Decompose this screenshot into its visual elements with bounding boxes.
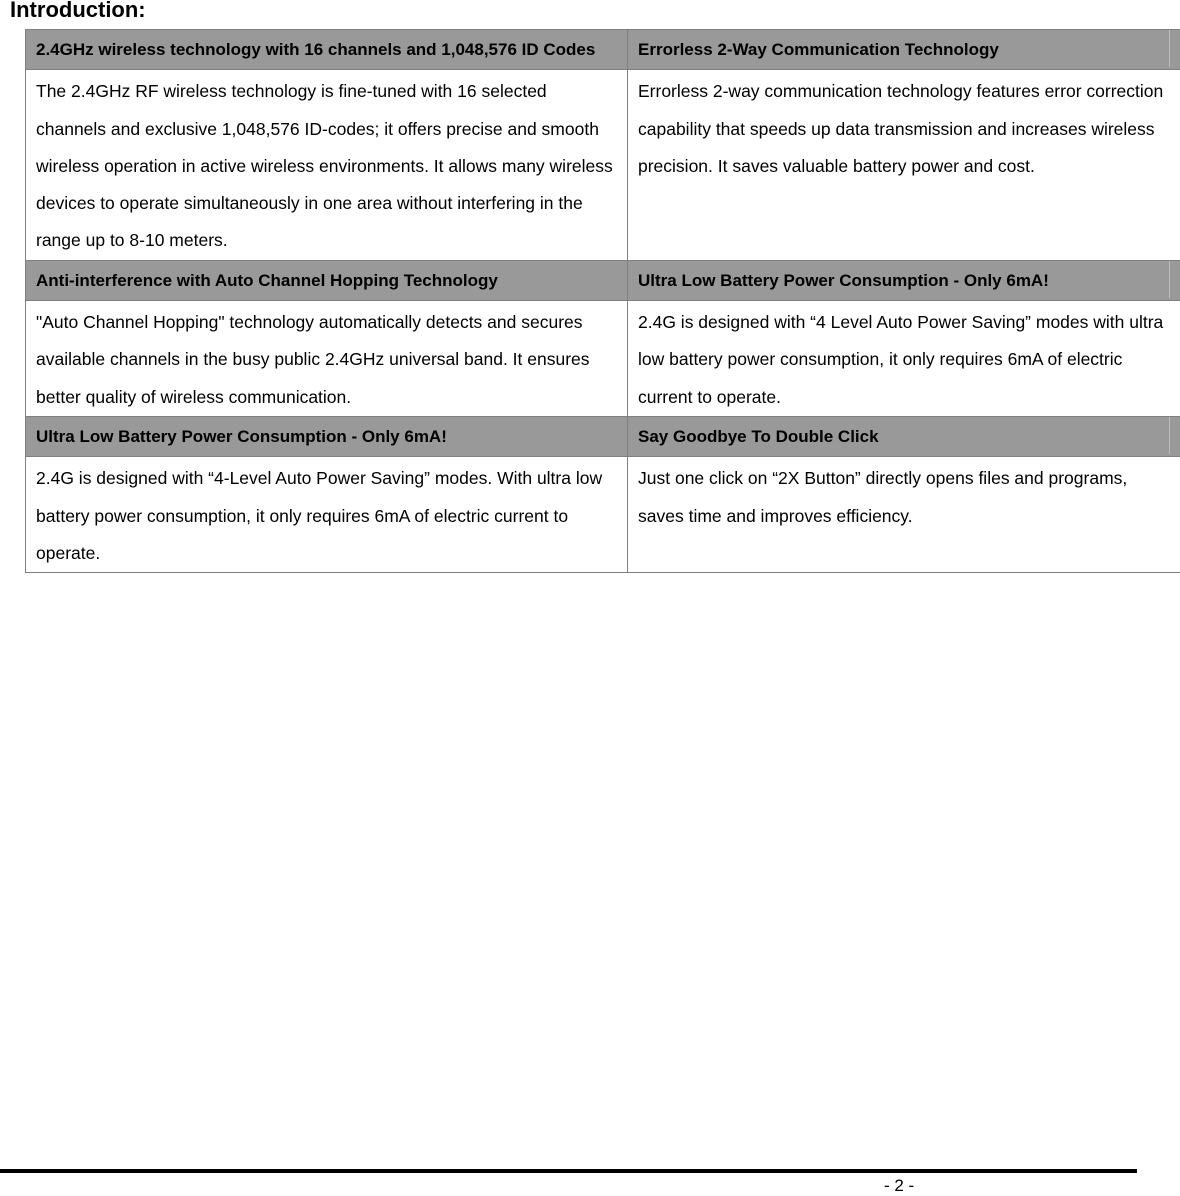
- feature-table: [25, 29, 1180, 573]
- page-number: - 2 -: [884, 1176, 914, 1196]
- feature-title: Say Goodbye To Double Click: [628, 416, 1180, 456]
- feature-title: 2.4GHz wireless technology with 16 channels and 1,048,576 ID Codes: [26, 30, 628, 70]
- section-heading: Introduction:: [10, 0, 146, 23]
- feature-header-row: [26, 416, 1180, 456]
- feature-description-row: [26, 301, 1180, 417]
- feature-title: Ultra Low Battery Power Consumption - Only 6mA!: [628, 260, 1180, 300]
- footer-divider-accent: [0, 1169, 190, 1171]
- footer-divider: [0, 1169, 1137, 1173]
- feature-description: "Auto Channel Hopping" technology automatically detects and secures available channels in the busy public 2.4GHz universal band. It ensures better quality of wireless communication.: [26, 301, 628, 417]
- feature-title: Ultra Low Battery Power Consumption - Only 6mA!: [26, 416, 628, 456]
- feature-description: Just one click on “2X Button” directly opens files and programs, saves time and improves efficiency.: [628, 457, 1180, 573]
- feature-description: Errorless 2-way communication technology features error correction capability that speeds up data transmission and increases wireless precision. It saves valuable battery power and cost.: [628, 70, 1180, 260]
- feature-description-row: [26, 457, 1180, 573]
- feature-description-row: [26, 70, 1180, 260]
- feature-header-row: [26, 260, 1180, 300]
- feature-description: 2.4G is designed with “4-Level Auto Power Saving” modes. With ultra low battery power consumption, it only requires 6mA of electric current to operate.: [26, 457, 628, 573]
- feature-header-row: [26, 30, 1180, 70]
- feature-title: Errorless 2-Way Communication Technology: [628, 30, 1180, 70]
- feature-description: The 2.4GHz RF wireless technology is fine-tuned with 16 selected channels and exclusive 1,048,576 ID-codes; it offers precise and smooth wireless operation in active wireless environments. It allows many wireless devices to operate simultaneously in one area without interfering in the range up to 8-10 meters.: [26, 70, 628, 260]
- feature-title: Anti-interference with Auto Channel Hopping Technology: [26, 260, 628, 300]
- feature-description: 2.4G is designed with “4 Level Auto Power Saving” modes with ultra low battery power consumption, it only requires 6mA of electric current to operate.: [628, 301, 1180, 417]
